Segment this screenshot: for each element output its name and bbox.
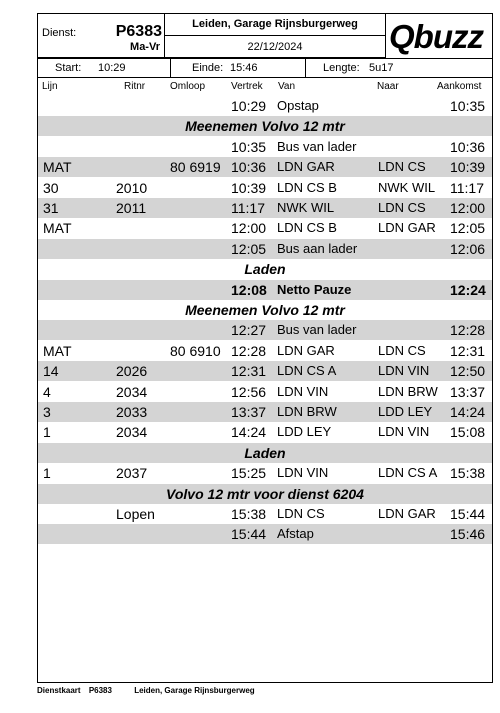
section-row (38, 300, 492, 320)
section-row (38, 259, 492, 279)
trip-vertrek: 12:00 (231, 220, 267, 237)
trip-row (38, 524, 492, 544)
trip-naar: LDN CS (378, 342, 426, 358)
trip-ritnr: 2026 (116, 363, 148, 380)
trip-aankomst: 12:05 (450, 220, 486, 237)
col-lijn: Lijn (42, 81, 58, 92)
trip-aankomst: 12:31 (450, 342, 486, 359)
trip-aankomst: 10:35 (450, 98, 486, 114)
trip-van: LDN VIN (277, 465, 329, 481)
trip-ritnr: 2034 (116, 424, 148, 441)
trip-van: Afstap (277, 526, 314, 542)
trip-aankomst: 12:24 (450, 281, 486, 298)
start-label: Start: (55, 62, 82, 74)
trip-vertrek: 12:56 (231, 383, 267, 400)
trip-row (38, 382, 492, 402)
footer-location: Leiden, Garage Rijnsburgerweg (134, 686, 255, 695)
col-vertrek: Vertrek (231, 81, 263, 92)
trip-row (38, 402, 492, 422)
trip-row (38, 463, 492, 483)
section-title: Volvo 12 mtr voor dienst 6204 (166, 485, 364, 502)
start-time: 10:29 (98, 62, 126, 74)
trip-lijn: 30 (43, 179, 59, 196)
trip-vertrek: 15:38 (231, 506, 267, 522)
trip-vertrek: 15:44 (231, 526, 267, 543)
trip-vertrek: 10:29 (231, 98, 267, 114)
trip-ritnr: 2011 (116, 200, 147, 216)
trip-van: LDN CS A (277, 363, 337, 379)
trip-van: Bus van lader (277, 138, 357, 154)
section-row (38, 484, 492, 504)
trip-row (38, 280, 492, 300)
trip-ritnr: Lopen (116, 506, 155, 522)
col-naar: Naar (377, 81, 399, 92)
trip-omloop: 80 6919 (170, 159, 221, 176)
col-van: Van (278, 81, 296, 92)
trip-ritnr: 2010 (116, 179, 148, 196)
trip-vertrek: 12:31 (231, 363, 267, 380)
trip-vertrek: 12:05 (231, 240, 267, 257)
column-headers (38, 81, 492, 93)
trip-vertrek: 12:08 (231, 281, 267, 298)
trip-naar: LDN GAR (378, 220, 436, 236)
dienst-days: Ma-Vr (130, 41, 160, 53)
trip-row (38, 157, 492, 177)
service-date: 22/12/2024 (247, 41, 303, 53)
trip-van: LDN GAR (277, 159, 335, 175)
end-time: 15:46 (230, 62, 258, 74)
trip-lijn: 14 (43, 363, 59, 380)
trip-naar: NWK WIL (378, 179, 436, 195)
trip-aankomst: 12:28 (450, 322, 486, 339)
dienst-number: P6383 (115, 23, 162, 40)
trip-lijn: 1 (43, 424, 51, 441)
trip-aankomst: 14:24 (450, 404, 486, 420)
section-row (38, 443, 492, 463)
trip-row (38, 198, 492, 218)
trip-aankomst: 10:36 (450, 138, 486, 155)
col-aankomst: Aankomst (437, 81, 482, 92)
trip-row (38, 320, 492, 340)
trip-omloop: 80 6910 (170, 342, 221, 359)
trip-row (38, 239, 492, 259)
trip-van: NWK WIL (277, 200, 335, 215)
trip-aankomst: 12:06 (450, 240, 486, 257)
qbuzz-logo: Qbuzz (389, 18, 483, 55)
trip-van: Bus aan lader (277, 240, 358, 256)
trip-vertrek: 13:37 (231, 404, 267, 420)
trip-van: Bus van lader (277, 322, 357, 338)
trip-naar: LDN BRW (378, 383, 438, 399)
trip-aankomst: 10:39 (450, 159, 486, 176)
trip-vertrek: 10:39 (231, 179, 267, 196)
end-box (171, 58, 306, 78)
trip-ritnr: 2037 (116, 465, 148, 482)
dienst-box (38, 14, 165, 58)
date-box (165, 36, 386, 58)
section-title: Meenemen Volvo 12 mtr (185, 302, 345, 318)
footer-label: Dienstkaart (37, 686, 81, 695)
length-label: Lengte: (323, 62, 360, 74)
trip-aankomst: 12:00 (450, 200, 486, 216)
section-title: Meenemen Volvo 12 mtr (185, 118, 345, 135)
trip-row (38, 96, 492, 116)
trip-naar: LDN VIN (378, 363, 430, 379)
trip-van: Opstap (277, 98, 319, 113)
trip-van: LDN VIN (277, 383, 329, 399)
length-box (306, 58, 492, 78)
trip-naar: LDN VIN (378, 424, 430, 440)
trip-van: LDN CS B (277, 179, 337, 195)
trip-naar: LDN CS (378, 159, 426, 175)
trip-naar: LDN CS (378, 200, 426, 215)
trip-naar: LDN GAR (378, 506, 436, 521)
trip-vertrek: 14:24 (231, 424, 267, 441)
trip-vertrek: 10:35 (231, 138, 267, 155)
trip-lijn: 1 (43, 465, 51, 482)
trip-lijn: MAT (43, 342, 72, 359)
trip-lijn: MAT (43, 159, 72, 176)
trip-vertrek: 12:28 (231, 342, 267, 359)
col-omloop: Omloop (170, 81, 206, 92)
location-name: Leiden, Garage Rijnsburgerweg (192, 18, 358, 30)
duty-card (37, 13, 493, 683)
trip-naar: LDN CS A (378, 465, 438, 481)
footer (37, 686, 255, 695)
section-title: Laden (244, 261, 286, 278)
trip-van: LDD LEY (277, 424, 332, 440)
trip-aankomst: 15:08 (450, 424, 486, 441)
trip-van: LDN BRW (277, 404, 337, 419)
trip-row (38, 361, 492, 381)
trip-lijn: MAT (43, 220, 72, 237)
trip-row (38, 504, 492, 524)
trip-row (38, 422, 492, 442)
dienst-label: Dienst: (42, 27, 77, 39)
trip-van: LDN GAR (277, 342, 335, 358)
section-title: Laden (244, 444, 286, 461)
footer-dienst: P6383 (88, 686, 112, 695)
trip-row (38, 178, 492, 198)
trip-row (38, 137, 492, 157)
trip-lijn: 31 (43, 200, 59, 216)
trip-vertrek: 11:17 (231, 200, 265, 216)
length-value: 5u17 (369, 62, 394, 74)
trip-naar: LDD LEY (378, 404, 433, 419)
trip-van: LDN CS (277, 506, 325, 521)
trip-lijn: 3 (43, 404, 51, 420)
trip-aankomst: 11:17 (450, 179, 484, 196)
trip-lijn: 4 (43, 383, 51, 400)
trip-vertrek: 12:27 (231, 322, 267, 339)
trip-van: Netto Pauze (277, 281, 352, 297)
trip-van: LDN CS B (277, 220, 337, 236)
col-ritnr: Ritnr (124, 81, 146, 92)
trip-aankomst: 15:46 (450, 526, 486, 543)
trip-vertrek: 15:25 (231, 465, 267, 482)
trip-vertrek: 10:36 (231, 159, 267, 176)
end-label: Einde: (192, 62, 224, 74)
trip-row (38, 218, 492, 238)
trip-aankomst: 15:44 (450, 506, 486, 522)
trip-row (38, 341, 492, 361)
trip-aankomst: 12:50 (450, 363, 486, 380)
trip-aankomst: 15:38 (450, 465, 486, 482)
start-box (38, 58, 171, 78)
trip-aankomst: 13:37 (450, 383, 486, 400)
trip-ritnr: 2033 (116, 404, 148, 420)
location-box (165, 14, 386, 36)
trip-ritnr: 2034 (116, 383, 148, 400)
section-row (38, 116, 492, 136)
